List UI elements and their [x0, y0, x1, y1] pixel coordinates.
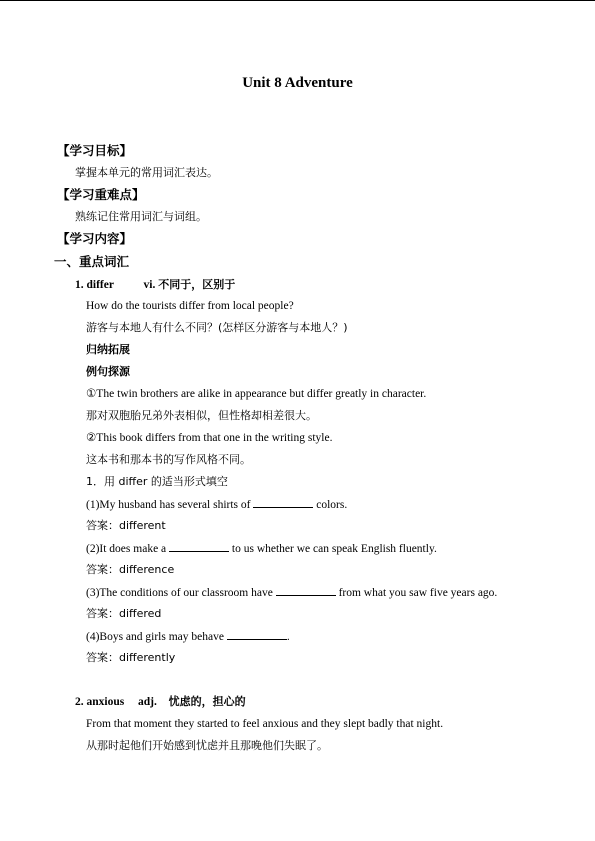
word1-meaning: 不同于，区别于	[158, 278, 236, 291]
question-3-suffix: from what you saw five years ago.	[338, 587, 498, 599]
page-title: Unit 8 Adventure	[242, 75, 353, 91]
question-1-suffix: colors.	[316, 499, 348, 511]
word1-sub-summary: 归纳拓展	[86, 343, 130, 356]
question-2	[86, 541, 437, 556]
content-heading: 【学习内容】	[57, 231, 133, 246]
word1-ex1-zh: 那对双胞胎兄弟外表相似，但性格却相差很大。	[86, 409, 317, 422]
key-text: 熟练记住常用词汇与词组。	[75, 210, 207, 223]
answer-1: 答案：different	[86, 519, 166, 532]
word2-head: 2. anxious	[75, 696, 125, 708]
question-4	[86, 629, 290, 644]
word2-entry	[75, 695, 246, 709]
word1-ex1-en: ①The twin brothers are alike in appearance but differ greatly in character.	[86, 388, 427, 400]
question-3	[86, 585, 497, 600]
word1-entry	[75, 278, 235, 292]
word2-example-en: From that moment they started to feel anxious and they slept badly that night.	[86, 718, 444, 730]
word2-example-zh: 从那时起他们开始感到忧虑并且那晚他们失眠了。	[86, 739, 328, 752]
word1-example-en: How do the tourists differ from local people?	[86, 300, 294, 312]
exercise-title: 1．用 differ 的适当形式填空	[86, 475, 228, 488]
answer-blank[interactable]	[169, 541, 229, 552]
question-4-suffix: .	[286, 631, 290, 643]
goal-text: 掌握本单元的常用词汇表达。	[75, 166, 218, 179]
question-2-suffix: to us whether we can speak English fluently.	[231, 543, 437, 555]
goal-heading: 【学习目标】	[57, 143, 133, 158]
word1-pos: vi.	[143, 279, 156, 291]
question-2-prefix: (2)It does make a	[86, 543, 167, 555]
word1-ex2-zh: 这本书和那本书的写作风格不同。	[86, 453, 251, 466]
question-3-prefix: (3)The conditions of our classroom have	[86, 587, 273, 599]
word2-pos: adj.	[137, 696, 157, 708]
word2-meaning: 忧虑的，担心的	[168, 695, 246, 708]
question-1-prefix: (1)My husband has several shirts of	[86, 499, 251, 511]
word1-head: 1. differ	[75, 279, 114, 291]
question-4-prefix: (4)Boys and girls may behave	[86, 631, 224, 643]
answer-blank[interactable]	[276, 585, 336, 596]
word1-ex2-en: ②This book differs from that one in the writing style.	[86, 432, 333, 444]
question-1	[86, 497, 347, 512]
word1-sub-examples: 例句探源	[86, 365, 130, 378]
part-heading: 一、重点词汇	[54, 254, 130, 269]
answer-blank[interactable]	[253, 497, 313, 508]
key-heading: 【学习重难点】	[57, 187, 145, 202]
answer-3: 答案：differed	[86, 607, 162, 620]
answer-4: 答案：differently	[86, 651, 176, 664]
answer-blank[interactable]	[227, 629, 287, 640]
word1-example-zh: 游客与本地人有什么不同？(怎样区分游客与本地人？)	[86, 321, 348, 334]
top-border-line	[0, 0, 595, 1]
answer-2: 答案：difference	[86, 563, 175, 576]
